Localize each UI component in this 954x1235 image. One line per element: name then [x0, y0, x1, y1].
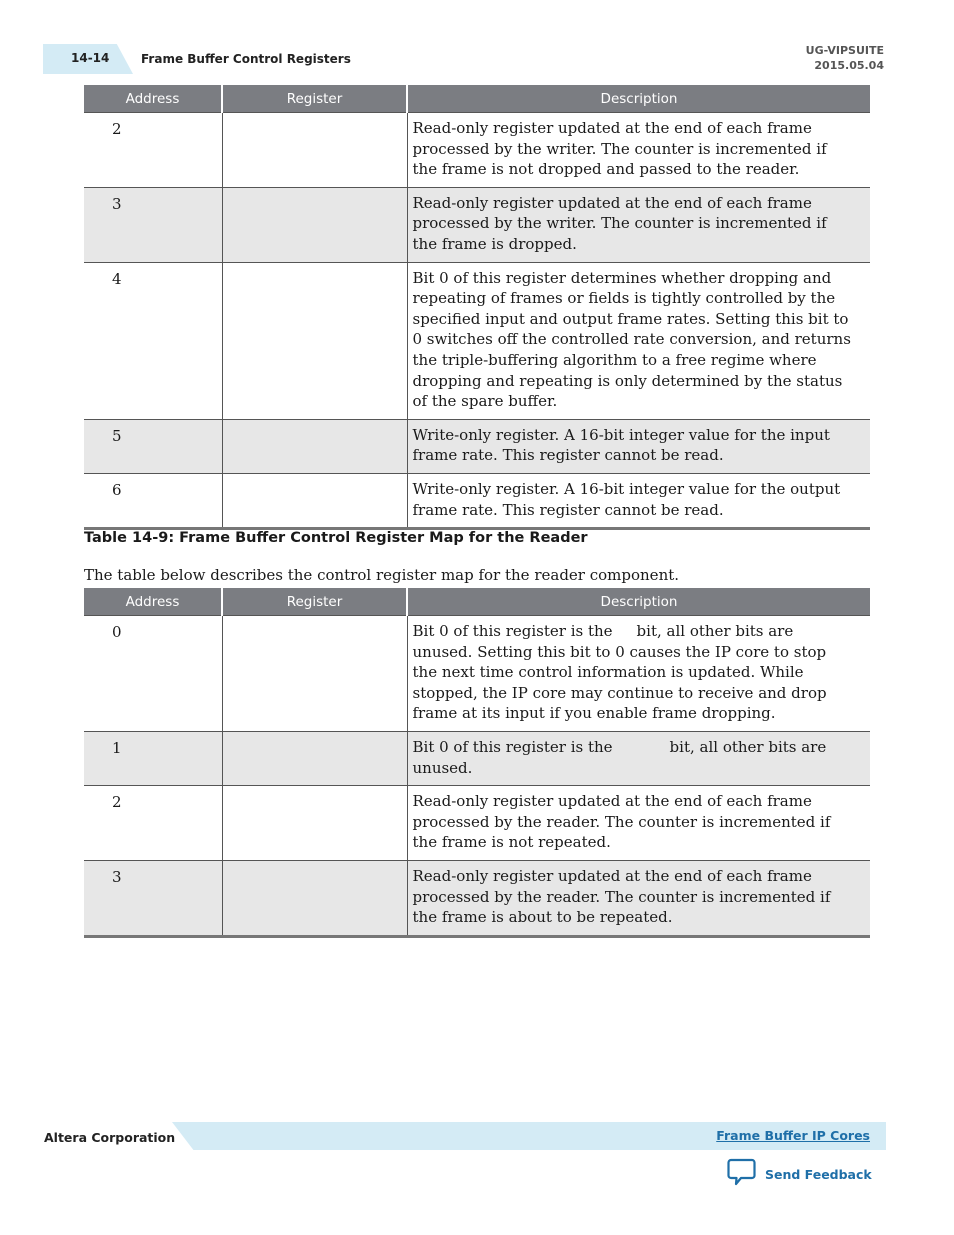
table-row: [84, 860, 870, 936]
send-feedback-label: Send Feedback: [765, 1166, 872, 1182]
description-cell: [407, 731, 870, 785]
description-text: Bit 0 of this register is the: [412, 737, 613, 756]
address-cell: 2: [84, 786, 222, 861]
table-intro-text: The table below describes the control register map for the reader component.: [84, 566, 680, 584]
document-id-block: [806, 43, 884, 73]
description-cell: Read-only register updated at the end of each frame processed by the reader. The counter is incremented if the frame is about to be repeated.: [407, 860, 870, 936]
description-cell: [407, 616, 870, 732]
address-cell: 4: [84, 262, 222, 419]
table-header-row: [84, 85, 870, 113]
document-date: 2015.05.04: [814, 59, 884, 72]
address-cell: 1: [84, 731, 222, 785]
address-cell: 5: [84, 419, 222, 473]
register-cell: [222, 616, 407, 732]
description-cell: Write-only register. A 16-bit integer value for the input frame rate. This register cannot be read.: [407, 419, 870, 473]
register-cell: [222, 860, 407, 936]
address-cell: 0: [84, 616, 222, 732]
table-row: [84, 473, 870, 528]
table-caption: Table 14-9: Frame Buffer Control Register Map for the Reader: [84, 530, 588, 546]
register-cell: [222, 473, 407, 528]
description-text: bit, all other bits are unused.: [412, 737, 827, 777]
register-cell: [222, 113, 407, 188]
document-id: UG-VIPSUITE: [805, 44, 884, 57]
table-row: [84, 262, 870, 419]
table-row: [84, 731, 870, 785]
table-row: [84, 786, 870, 861]
writer-register-table: [84, 85, 870, 530]
section-title: Frame Buffer Control Registers: [141, 52, 351, 66]
reader-register-table: [84, 588, 870, 938]
description-cell: Write-only register. A 16-bit integer value for the output frame rate. This register cannot be read.: [407, 473, 870, 528]
table-row: [84, 616, 870, 732]
address-cell: 3: [84, 860, 222, 936]
column-header-address: Address: [84, 588, 222, 616]
column-header-address: Address: [84, 85, 222, 113]
table-row: [84, 419, 870, 473]
description-text: Bit 0 of this register is the: [412, 622, 613, 640]
footer-company-name: Altera Corporation: [44, 1130, 176, 1145]
table-row: [84, 187, 870, 262]
register-cell: [222, 419, 407, 473]
column-header-description: Description: [407, 85, 870, 113]
speech-bubble-icon: [727, 1158, 756, 1190]
send-feedback-link[interactable]: [727, 1158, 872, 1190]
table-header-row: [84, 588, 870, 616]
description-text: bit, all other bits are unused. Setting this bit to 0 causes the IP core to stop the next time control information is updated. While stopped, the IP core may continue to receive and drop frame at its input if you enable frame dropping.: [412, 622, 827, 723]
column-header-register: Register: [222, 85, 407, 113]
register-cell: [222, 731, 407, 785]
description-cell: Read-only register updated at the end of each frame processed by the reader. The counter is incremented if the frame is not repeated.: [407, 786, 870, 861]
table-row: [84, 113, 870, 188]
column-header-description: Description: [407, 588, 870, 616]
description-cell: Bit 0 of this register determines whether dropping and repeating of frames or fields is tightly controlled by the specified input and output frame rates. Setting this bit to 0 switches off the controlled rate conversion, and returns the triple-buffering algorithm to a free regime where dropping and repeating is only determined by the status of the spare buffer.: [407, 262, 870, 419]
description-cell: Read-only register updated at the end of each frame processed by the writer. The counter is incremented if the frame is not dropped and passed to the reader.: [407, 113, 870, 188]
chapter-link[interactable]: Frame Buffer IP Cores: [716, 1128, 870, 1143]
address-cell: 6: [84, 473, 222, 528]
column-header-register: Register: [222, 588, 407, 616]
description-cell: Read-only register updated at the end of each frame processed by the writer. The counter is incremented if the frame is dropped.: [407, 187, 870, 262]
register-cell: [222, 786, 407, 861]
page-number: 14-14: [71, 51, 110, 65]
address-cell: 2: [84, 113, 222, 188]
address-cell: 3: [84, 187, 222, 262]
register-cell: [222, 187, 407, 262]
register-cell: [222, 262, 407, 419]
